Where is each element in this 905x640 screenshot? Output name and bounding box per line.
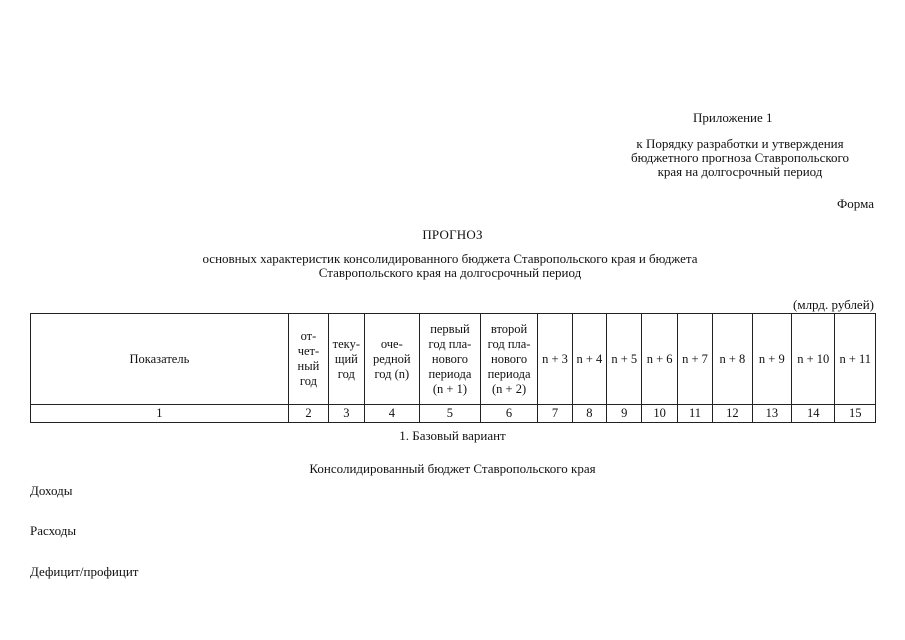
appendix-title: Приложение 1 (693, 110, 773, 125)
header-cell-n-plus-6: n + 6 (642, 314, 677, 405)
appendix-reference-line: края на долгосрочный период (657, 164, 823, 179)
header-cell-n-plus-4: n + 4 (572, 314, 606, 405)
header-cell-reporting-year: от- чет- ный год (288, 314, 328, 405)
number-cell: 11 (677, 405, 712, 423)
appendix-reference-line: к Порядку разработки и утверждения (636, 136, 844, 151)
document-subtitle-line: Ставропольского края на долгосрочный период (318, 265, 582, 280)
header-cell-next-year: оче- редной год (n) (364, 314, 420, 405)
number-cell: 12 (713, 405, 752, 423)
number-cell: 3 (329, 405, 364, 423)
header-cell-n-plus-10: n + 10 (792, 314, 835, 405)
number-cell: 9 (607, 405, 642, 423)
number-cell: 14 (792, 405, 835, 423)
number-cell: 2 (288, 405, 328, 423)
forecast-table (30, 313, 876, 423)
number-cell: 8 (572, 405, 606, 423)
document-subtitle-line: основных характеристик консолидированного бюджета Ставропольского края и бюджета (202, 251, 698, 266)
section-title: 1. Базовый вариант (399, 428, 506, 443)
document-title: ПРОГНОЗ (422, 227, 483, 242)
number-cell: 7 (538, 405, 572, 423)
appendix-reference (600, 137, 880, 179)
subsection-title: Консолидированный бюджет Ставропольского края (309, 461, 596, 476)
header-cell-n-plus-3: n + 3 (538, 314, 572, 405)
document-subtitle (140, 252, 760, 280)
number-cell: 6 (480, 405, 538, 423)
header-cell-n-plus-5: n + 5 (607, 314, 642, 405)
row-label-deficit-surplus: Дефицит/профицит (30, 564, 139, 579)
number-cell: 13 (752, 405, 791, 423)
row-label-expenses: Расходы (30, 523, 77, 538)
appendix-reference-line: бюджетного прогноза Ставропольского (630, 150, 850, 165)
number-cell: 4 (364, 405, 420, 423)
header-cell-current-year: теку- щий год (329, 314, 364, 405)
table-header-row (31, 314, 876, 405)
header-cell-indicator: Показатель (31, 314, 289, 405)
number-cell: 15 (835, 405, 876, 423)
number-cell: 1 (31, 405, 289, 423)
row-label-income: Доходы (30, 483, 73, 498)
header-cell-n-plus-7: n + 7 (677, 314, 712, 405)
number-cell: 10 (642, 405, 677, 423)
header-cell-n-plus-11: n + 11 (835, 314, 876, 405)
table-number-row (31, 405, 876, 423)
header-cell-plan-year-2: второй год пла- нового периода (n + 2) (480, 314, 538, 405)
units-label: (млрд. рублей) (793, 297, 874, 312)
header-cell-n-plus-8: n + 8 (713, 314, 752, 405)
form-label: Форма (837, 196, 874, 211)
number-cell: 5 (420, 405, 481, 423)
header-cell-plan-year-1: первый год пла- нового периода (n + 1) (420, 314, 481, 405)
header-cell-n-plus-9: n + 9 (752, 314, 791, 405)
